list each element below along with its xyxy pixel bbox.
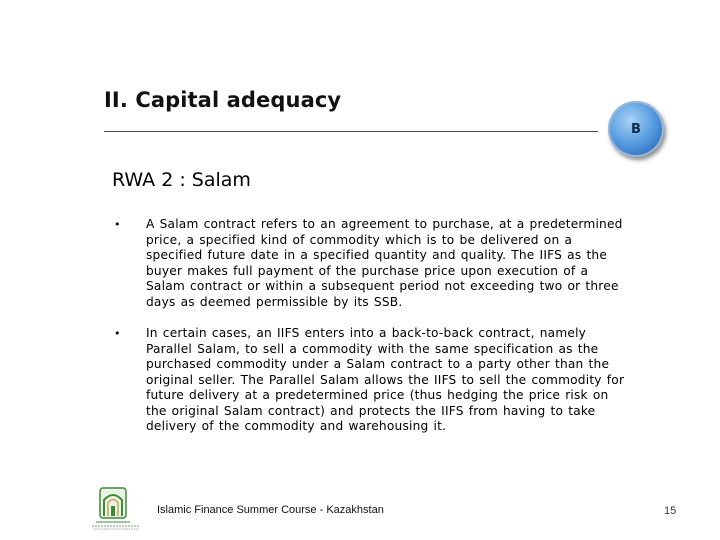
bullet-list [112,217,632,435]
bullet-item [112,217,632,310]
bullet-text: A Salam contract refers to an agreement to purchase, at a predetermined price, a specified kind of commodity which is to be delivered on a specified future date in a specified quantity and quality. The IIFS as the buyer makes full payment of the purchase price upon execution of a Salam contract or within a subsequent period not exceeding two or three days as deemed permissible by its SSB. [146,217,623,309]
slide-subtitle: RWA 2 : Salam [112,169,251,191]
section-badge-label: B [631,121,641,137]
page-number: 15 [664,505,677,517]
footer-text: Islamic Finance Summer Course - Kazakhstan [157,504,384,516]
bullet-text: In certain cases, an IIFS enters into a back-to-back contract, namely Parallel Salam, to sell a commodity with the same specification as the purchased commodity under a Salam contract to a party other than the original seller. The Parallel Salam allows the IIFS to sell the commodity for future delivery at a predetermined price (thus hedging the price risk on the original Salam contract) and protects the IIFS from having to take delivery of the commodity and warehousing it. [146,326,625,433]
section-badge [608,101,664,157]
institution-logo-icon [90,486,146,532]
title-divider [104,131,598,132]
bullet-marker: • [114,327,121,340]
bullet-marker: • [114,218,121,231]
bullet-item [112,326,632,435]
slide-title: II. Capital adequacy [104,88,342,112]
